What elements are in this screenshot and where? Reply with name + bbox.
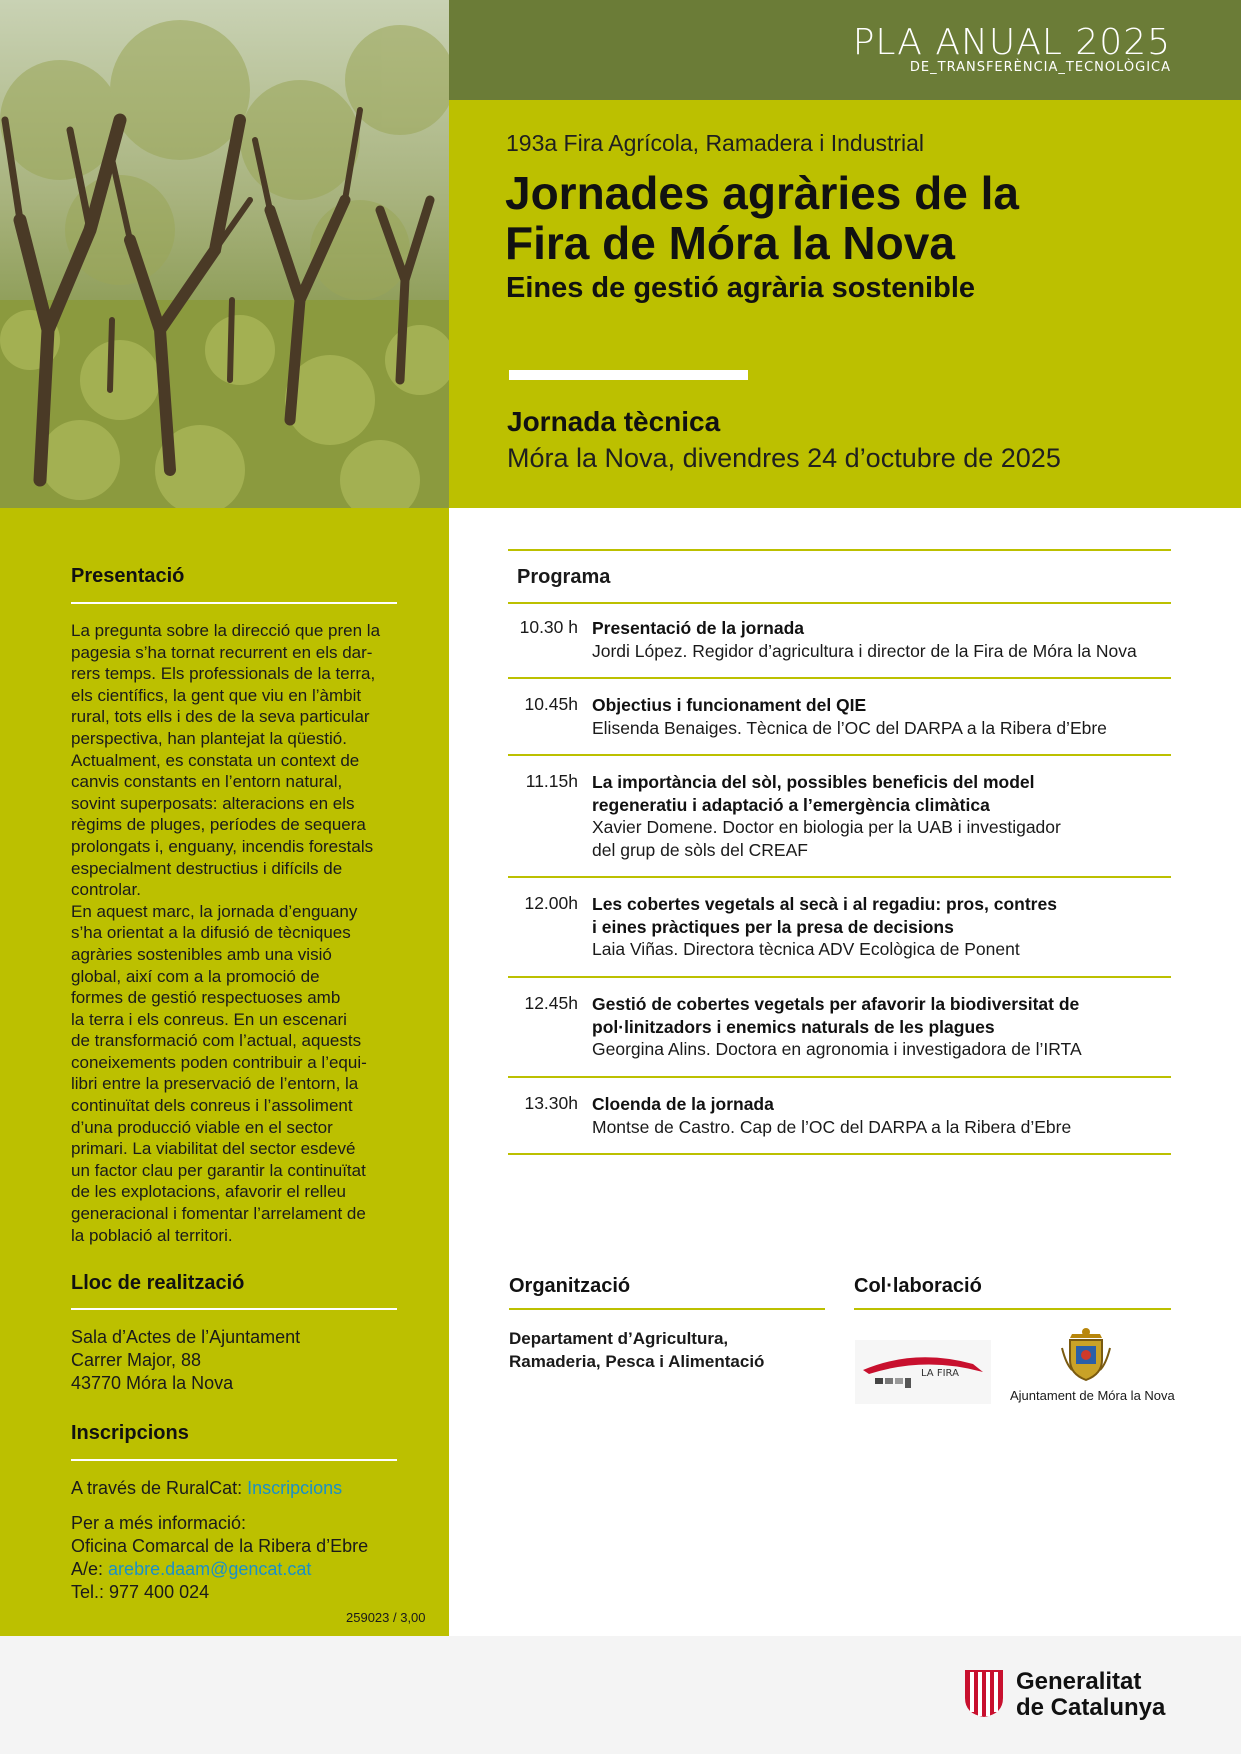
phone: Tel.: 977 400 024 [71, 1582, 210, 1602]
inscripcions-heading: Inscripcions [71, 1422, 189, 1444]
generalitat-line: de Catalunya [1016, 1694, 1166, 1721]
program-speaker: Jordi López. Regidor d’agricultura i director de la Fira de Móra la Nova [592, 640, 1137, 661]
program-time: 10.30 h [519, 617, 578, 637]
program-content [592, 694, 1172, 739]
program-title: Gestió de cobertes vegetals per afavorir la biodiversitat de [592, 994, 1080, 1014]
text-line: prolongats i, enguany, incendis forestals [71, 836, 374, 856]
program-speaker: Montse de Castro. Cap de l’OC del DARPA a la Ribera d’Ebre [592, 1116, 1072, 1137]
program-title: Objectius i funcionament del QIE [592, 695, 867, 715]
text-line: primari. La viabilitat del sector esdevé [71, 1139, 356, 1159]
divider [508, 549, 1171, 551]
email-line [71, 1558, 368, 1581]
divider [508, 1076, 1171, 1078]
venue-line: Sala d’Actes de l’Ajuntament [71, 1327, 301, 1347]
program-title: Les cobertes vegetals al secà i al regadiu: pros, contres [592, 894, 1057, 914]
program-time: 11.15h [525, 771, 578, 791]
venue-line: Carrer Major, 88 [71, 1350, 202, 1370]
divider [508, 754, 1171, 756]
page-title [505, 168, 1205, 268]
program-time: 13.30h [524, 1093, 578, 1113]
text-line: s’ha orientat a la difusió de tècniques [71, 923, 351, 943]
plan-title: PLA ANUAL 2025 [852, 22, 1171, 63]
text-line: especialment destructius i difícils de [71, 858, 343, 878]
program-content [592, 771, 1172, 861]
divider [71, 602, 397, 604]
text-line: règims de pluges, períodes de sequera [71, 815, 366, 835]
text-line: sovint superposats: alteracions en els [71, 793, 355, 813]
plan-subtitle: DE_TRANSFERÈNCIA_TECNOLÒGICA [909, 60, 1171, 75]
text-line: rural, tots ells i des de la seva particular [71, 707, 370, 727]
program-time: 12.45h [524, 993, 578, 1013]
text-line: global, així com a la promoció de [71, 966, 320, 986]
title-line-2: Fira de Móra la Nova [505, 217, 955, 269]
ajuntament-label: Ajuntament de Móra la Nova [1010, 1388, 1175, 1403]
text-line: agràries sostenibles amb una visió [71, 944, 332, 964]
program-time: 12.00h [524, 893, 578, 913]
programa-heading: Programa [517, 566, 611, 588]
registration-line [71, 1477, 342, 1500]
program-speaker: Georgina Alins. Doctora en agronomia i investigadora de l’IRTA [592, 1039, 1082, 1059]
divider [508, 677, 1171, 679]
text-line: La pregunta sobre la direcció que pren la [71, 621, 381, 640]
program-time: 10.45h [524, 694, 578, 714]
text-line: libri entre la preservació de l’entorn, la [71, 1074, 359, 1094]
program-title-cont: pol·linitzadors i enemics naturals de les plagues [592, 1016, 995, 1037]
ajuntament-crest-icon [1058, 1324, 1114, 1384]
program-content [592, 617, 1172, 662]
text-line: un factor clau per garantir la continuïtat [71, 1160, 366, 1180]
venue-address [71, 1326, 300, 1395]
text-line: d’una producció viable en el sector [71, 1117, 333, 1137]
text-line: la terra i els conreus. En un escenari [71, 1009, 347, 1029]
divider [509, 1308, 825, 1310]
text-line: perspectiva, han plantejat la qüestió. [71, 728, 347, 748]
inscripcions-link[interactable]: Inscripcions [247, 1478, 343, 1498]
divider [71, 1308, 397, 1310]
page-subtitle: Eines de gestió agrària sostenible [506, 272, 975, 304]
divider [508, 876, 1171, 878]
more-info-label: Per a més informació: [71, 1513, 247, 1533]
la-fira-logo [855, 1340, 991, 1404]
program-content [592, 893, 1172, 961]
text-line: generacional i fomentar l’arrelament de [71, 1204, 366, 1224]
lloc-heading: Lloc de realització [71, 1272, 245, 1294]
divider [508, 602, 1171, 604]
divider [509, 370, 748, 380]
text-line: controlar. [71, 880, 141, 900]
la-fira-logo-text: LA FIRA [921, 1368, 959, 1379]
text-line: En aquest marc, la jornada d’enguany [71, 901, 358, 921]
program-title-cont: i eines pràctiques per la presa de decisions [592, 916, 954, 937]
divider [854, 1308, 1171, 1310]
orchard-photo [0, 0, 449, 508]
text-line: de les explotacions, afavorir el relleu [71, 1182, 346, 1202]
presentacio-heading: Presentació [71, 565, 185, 587]
generalitat-wordmark [1016, 1669, 1165, 1721]
organizer-line: Departament d’Agricultura, [509, 1329, 729, 1348]
title-line-1: Jornades agràries de la [505, 167, 1019, 219]
organitzacio-heading: Organització [509, 1275, 631, 1297]
event-date: Móra la Nova, divendres 24 d’octubre de 2025 [507, 443, 1061, 473]
document-code: 259023 / 3,00 [346, 1610, 426, 1625]
email-link[interactable]: arebre.daam@gencat.cat [108, 1559, 312, 1579]
generalitat-logo-icon [963, 1668, 1005, 1718]
program-speaker: Xavier Domene. Doctor en biologia per la UAB i investigador [592, 817, 1061, 837]
text-line: Actualment, es constata un context de [71, 750, 360, 770]
collaboracio-heading: Col·laboració [854, 1275, 982, 1297]
text-line: la població al territori. [71, 1225, 233, 1245]
program-speaker-cont: del grup de sòls del CREAF [592, 839, 808, 860]
text-line: pagesia s’ha tornat recurrent en els dar- [71, 642, 373, 662]
fair-name: 193a Fira Agrícola, Ramadera i Industrial [506, 130, 925, 156]
contact-info [71, 1512, 368, 1604]
program-title-cont: regeneratiu i adaptació a l’emergència climàtica [592, 794, 990, 815]
office-name: Oficina Comarcal de la Ribera d’Ebre [71, 1536, 369, 1556]
venue-line: 43770 Móra la Nova [71, 1373, 234, 1393]
divider [71, 1459, 397, 1461]
email-label: A/e: [71, 1559, 104, 1579]
divider [508, 976, 1171, 978]
organizer-line: Ramaderia, Pesca i Alimentació [509, 1352, 765, 1371]
program-speaker: Laia Viñas. Directora tècnica ADV Ecològica de Ponent [592, 939, 1020, 959]
registration-text: A través de RuralCat: [71, 1478, 243, 1498]
text-line: rers temps. Els professionals de la terra, [71, 664, 376, 684]
text-line: continuïtat dels conreus i l’assoliment [71, 1096, 353, 1116]
text-line: de transformació com l’actual, aquests [71, 1031, 362, 1051]
program-title: La importància del sòl, possibles beneficis del model [592, 772, 1035, 792]
organizer [509, 1327, 809, 1373]
text-line: els científics, la gent que viu en l’àmbit [71, 685, 362, 705]
program-title: Cloenda de la jornada [592, 1094, 774, 1114]
program-content [592, 1093, 1172, 1138]
program-title: Presentació de la jornada [592, 618, 805, 638]
text-line: coneixements poden contribuir a l’equi- [71, 1052, 367, 1072]
text-line: formes de gestió respectuoses amb [71, 988, 341, 1008]
text-line: canvis constants en l’entorn natural, [71, 772, 343, 792]
presentacio-text [71, 620, 401, 1246]
program-speaker: Elisenda Benaiges. Tècnica de l’OC del DARPA a la Ribera d’Ebre [592, 717, 1107, 738]
generalitat-line: Generalitat [1016, 1668, 1142, 1695]
program-content [592, 993, 1172, 1061]
divider [508, 1153, 1171, 1155]
event-type: Jornada tècnica [507, 406, 721, 437]
